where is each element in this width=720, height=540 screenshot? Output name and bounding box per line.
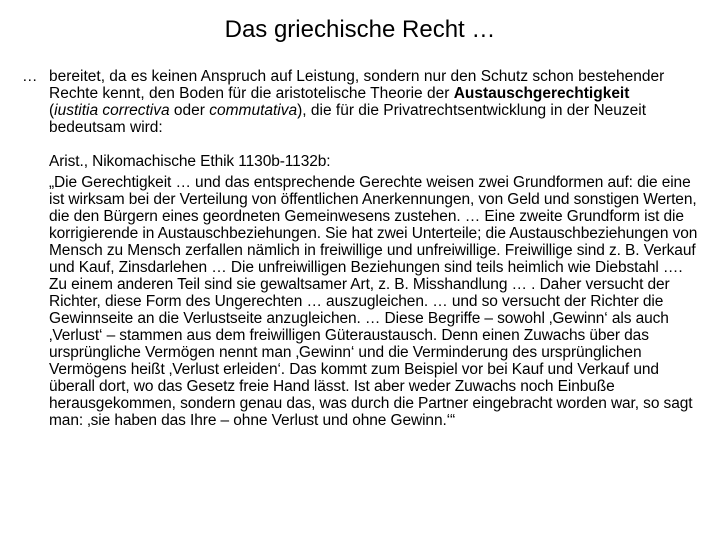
intro-paragraph xyxy=(22,68,682,136)
intro-text-part2: ( xyxy=(49,102,55,119)
citation-source: Arist., Nikomachische Ethik 1130b-1132b: xyxy=(49,153,331,170)
italic-term-correctiva: iustitia correctiva xyxy=(54,102,170,119)
bullet-marker: … xyxy=(22,68,38,85)
intro-text-part1: bereitet, da es keinen Anspruch auf Leistung, sondern nur den Schutz schon bestehender Rechte kennt, den Boden für die aristotelische Theorie der xyxy=(49,68,665,102)
citation-block xyxy=(49,153,704,429)
bold-term: Austauschgerechtigkeit xyxy=(453,85,630,102)
italic-term-commutativa: commutativa xyxy=(209,102,298,119)
intro-text-part4: ), die für die Privatrechtsentwicklung in der Neuzeit bedeutsam wird: xyxy=(49,102,647,136)
citation-quote: „Die Gerechtigkeit … und das entsprechende Gerechte weisen zwei Grundformen auf: die eine ist wirksam bei der Verteilung von öffentlichen Anerkennungen, von Geld und sonstigen Werten, die den Bürgern eines geordneten Gemeinwesens zustehen. … Eine zweite Grundform ist die korrigierende in Austauschbeziehungen. Sie hat zwei Unterteile; die Austauschbeziehungen von Mensch zu Mensch zerfallen nämlich in freiwillige und unfreiwillige. Freiwillige sind z. B. Verkauf und Kauf, Zinsdarlehen … Die unfreiwilligen Beziehungen sind teils heimlich wie Diebstahl …. Zu einem anderen Teil sind sie gewaltsamer Art, z. B. Misshandlung … . Daher versucht der Richter, diese Form des Ungerechten … auszugleichen. … und so versucht der Richter die Gewinnseite an die Verlustseite anzugleichen. … Diese Begriffe – sowohl ‚Gewinn‘ als auch ‚Verlust‘ – stammen aus dem freiwilligen Güteraustausch. Denn einen Zuwachs über das ursprüngliche Vermögen nennt man ‚Gewinn‘ und die Verminderung des ursprünglichen Vermögens heißt ‚Verlust erleiden‘. Das kommt zum Beispiel vor bei Kauf und Verkauf und überall dort, wo das Gesetz freie Hand lässt. Ist aber weder Zuwachs noch Einbuße herausgekommen, sondern genau das, was durch die Partner eingebracht worden war, so sagt man: ‚sie haben das Ihre – ohne Verlust und ohne Gewinn.‘“ xyxy=(49,174,698,429)
intro-text-part3: oder xyxy=(169,102,210,119)
intro-text xyxy=(49,68,682,136)
slide-title: Das griechische Recht … xyxy=(224,16,496,43)
